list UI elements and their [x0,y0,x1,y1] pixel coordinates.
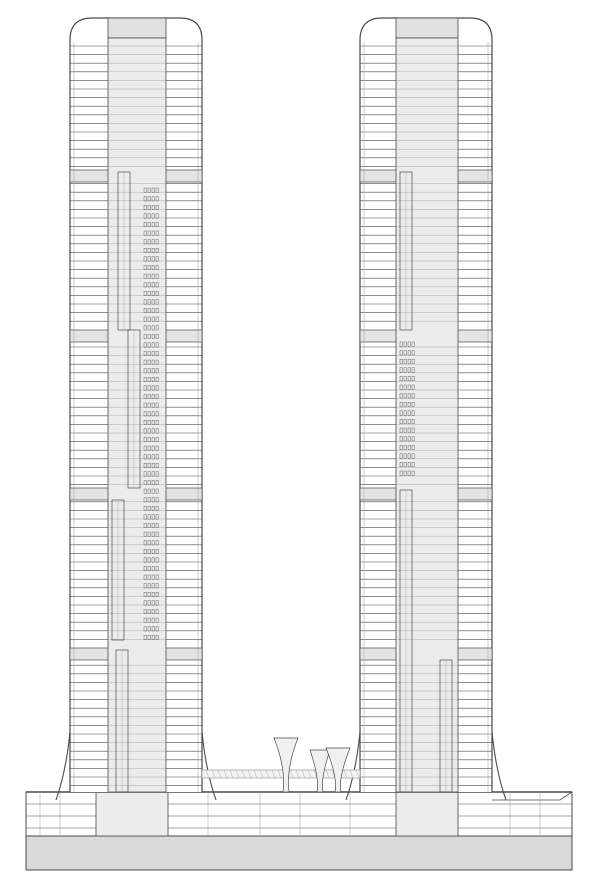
base-canopy-flare-right [492,732,506,800]
left-tower [56,18,216,800]
foundation-slab [26,836,572,870]
tower-core [108,38,166,792]
sculpture [274,738,298,792]
sky-bridge-with-sculptures [202,738,360,792]
right-tower [346,18,506,800]
base-canopy-flare-right [202,732,216,800]
crown-plant-room [108,18,166,38]
crown-plant-room [396,18,458,38]
base-canopy-flare-left [56,732,70,800]
base-canopy-flare-left [346,732,360,800]
